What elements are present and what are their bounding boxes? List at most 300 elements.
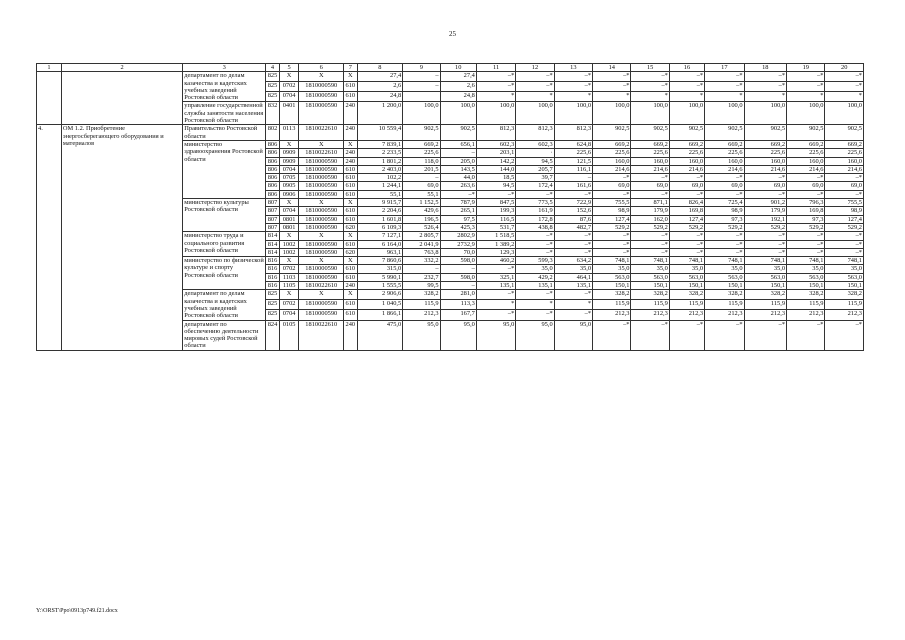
value-cell: 100,0 xyxy=(403,102,440,125)
value-cell: 563,0 xyxy=(669,273,704,281)
value-cell: 35,0 xyxy=(593,265,631,273)
value-cell: 1810000590 xyxy=(299,310,344,320)
header-cell: 8 xyxy=(357,64,403,72)
value-cell: 529,2 xyxy=(631,223,669,231)
value-cell: –* xyxy=(669,248,704,256)
value-cell: –* xyxy=(705,174,744,182)
value-cell: 825 xyxy=(266,300,279,310)
value-cell: 755,5 xyxy=(593,199,631,207)
value-cell: 100,0 xyxy=(825,102,864,125)
value-cell: –* xyxy=(593,72,631,82)
value-cell: 1810000590 xyxy=(299,102,344,125)
value-cell: 240 xyxy=(344,320,357,350)
value-cell: –* xyxy=(744,320,787,350)
value-cell: –* xyxy=(593,82,631,92)
value-cell: –* xyxy=(787,82,825,92)
value-cell: 121,5 xyxy=(554,157,592,165)
item-number-cell: 4. xyxy=(37,125,62,350)
value-cell: 1810000590 xyxy=(299,82,344,92)
header-cell: 5 xyxy=(279,64,299,72)
value-cell: 816 xyxy=(267,273,278,281)
value-cell: X xyxy=(299,290,344,300)
value-cell: 787,9 xyxy=(440,199,476,207)
value-cell: * xyxy=(516,300,554,310)
value-cell: 531,7 xyxy=(476,223,515,231)
value-cell: 1 389,2 xyxy=(476,240,515,248)
value-cell: 150,1 xyxy=(744,282,787,290)
value-cell: –* xyxy=(516,240,554,248)
value-cell: 95,0 xyxy=(476,320,515,350)
value-cell: 160,0 xyxy=(705,157,744,165)
value-cell: 529,2 xyxy=(705,223,744,231)
value-cell: · xyxy=(516,149,554,157)
header-cell: 3 xyxy=(183,64,266,72)
value-cell: 225,6 xyxy=(825,149,864,157)
value-cell: 0702 xyxy=(279,265,299,273)
value-cell: 429,6 xyxy=(403,207,440,215)
value-cell: 529,2 xyxy=(593,223,631,231)
value-cell: 748,1 xyxy=(705,257,744,265)
value-cell: –* xyxy=(669,72,704,82)
value-cell: 825 xyxy=(266,82,279,92)
value-cell: 2,6 xyxy=(440,82,476,92)
value-cell: 806 xyxy=(267,157,278,165)
value-cell: –* xyxy=(631,174,669,182)
value-cell: 460,2 xyxy=(476,257,515,265)
header-cell: 18 xyxy=(744,64,787,72)
value-cell: 212,3 xyxy=(744,310,787,320)
value-cell: 669,2 xyxy=(631,140,669,148)
value-cell: 152,6 xyxy=(554,207,592,215)
value-cell: 1810000590 xyxy=(299,300,344,310)
value-cell: –* xyxy=(631,232,669,240)
value-cell: 100,0 xyxy=(787,102,825,125)
value-cell: X xyxy=(344,290,357,300)
value-cell: 212,3 xyxy=(403,310,440,320)
value-cell: 669,2 xyxy=(825,140,864,148)
value-cell: 328,2 xyxy=(705,290,744,300)
value-cell: 328,2 xyxy=(744,290,787,300)
value-cell: X xyxy=(299,199,344,207)
page-number: 25 xyxy=(449,30,456,38)
value-cell: 2 233,5 xyxy=(357,149,403,157)
value-cell: 6 109,3 xyxy=(357,223,403,231)
value-cell: 55,1 xyxy=(357,190,403,198)
value-cell: 150,1 xyxy=(705,282,744,290)
value-cell: 116,5 xyxy=(476,215,515,223)
value-cell: X xyxy=(344,72,357,82)
header-cell: 14 xyxy=(593,64,631,72)
value-cell: 100,0 xyxy=(669,102,704,125)
value-cell: 529,2 xyxy=(669,223,704,231)
value-cell: 610 xyxy=(345,165,356,173)
value-cell: 6 164,0 xyxy=(357,240,403,248)
value-cell: 225,6 xyxy=(705,149,744,157)
value-cell: 328,2 xyxy=(787,290,825,300)
value-cell: 1810000590 xyxy=(299,157,344,165)
value-cell: 2 403,0 xyxy=(357,165,403,173)
value-cell: 35,0 xyxy=(669,265,704,273)
value-cell: 807 xyxy=(267,207,278,215)
value-cell: –* xyxy=(705,320,744,350)
value-cell: 214,6 xyxy=(705,165,744,173)
value-cell: –* xyxy=(787,232,825,240)
value-cell: 2 041,9 xyxy=(403,240,440,248)
value-cell: * xyxy=(476,92,515,102)
value-cell: –* xyxy=(744,72,787,82)
value-cell: –* xyxy=(669,240,704,248)
value-cell: –* xyxy=(440,190,476,198)
value-cell: – xyxy=(403,265,440,273)
value-cell: 160,0 xyxy=(825,157,864,165)
value-cell: 240 xyxy=(345,149,356,157)
value-cell: * xyxy=(631,92,669,102)
value-cell: 325,1 xyxy=(476,273,515,281)
value-cell: 634,2 xyxy=(554,257,592,265)
value-cell: –* xyxy=(593,174,631,182)
value-cell: 135,1 xyxy=(516,282,554,290)
value-cell: 118,0 xyxy=(403,157,440,165)
header-cell: 11 xyxy=(476,64,515,72)
value-cell: 214,6 xyxy=(631,165,669,173)
value-cell: 1002 xyxy=(279,248,299,256)
value-cell: 610 xyxy=(344,300,357,310)
value-cell: 902,5 xyxy=(440,125,476,141)
value-cell: X xyxy=(279,140,299,148)
value-cell: * xyxy=(554,300,592,310)
value-cell: 610 xyxy=(345,273,356,281)
value-cell: 2 805,7 xyxy=(403,232,440,240)
value-cell: 97,3 xyxy=(787,215,825,223)
value-cell: 225,6 xyxy=(593,149,631,157)
value-cell: 620 xyxy=(345,223,356,231)
value-cell: X xyxy=(279,290,299,300)
value-cell: 1 518,5 xyxy=(476,232,515,240)
value-cell: 69,0 xyxy=(744,182,787,190)
value-cell: 610 xyxy=(345,215,356,223)
value-cell: 669,2 xyxy=(705,140,744,148)
value-cell: 807 xyxy=(267,223,278,231)
value-cell: –* xyxy=(554,310,592,320)
value-cell: 100,0 xyxy=(516,102,554,125)
value-cell: 902,5 xyxy=(403,125,440,141)
value-cell: 27,4 xyxy=(440,72,476,82)
value-cell: 526,4 xyxy=(403,223,440,231)
value-cell: 598,0 xyxy=(440,273,476,281)
value-cell: 902,5 xyxy=(593,125,631,141)
value-cell: 902,5 xyxy=(705,125,744,141)
value-cell: 610 xyxy=(345,207,356,215)
value-cell: –* xyxy=(744,174,787,182)
value-cell: 240 xyxy=(344,102,357,125)
value-cell: 100,0 xyxy=(744,102,787,125)
value-cell: X xyxy=(299,72,344,82)
value-cell: 806 xyxy=(267,182,278,190)
value-cell: 192,1 xyxy=(744,215,787,223)
value-cell: 225,6 xyxy=(403,149,440,157)
value-cell: 160,0 xyxy=(669,157,704,165)
value-cell: 796,3 xyxy=(787,199,825,207)
value-cell: 0909 xyxy=(279,149,299,157)
value-cell: 69,0 xyxy=(787,182,825,190)
value-cell: 826,4 xyxy=(669,199,704,207)
value-cell: 1810000590 xyxy=(299,265,344,273)
value-cell: 172,4 xyxy=(516,182,554,190)
value-cell: –* xyxy=(825,248,864,256)
value-cell: –* xyxy=(631,72,669,82)
header-cell: 9 xyxy=(403,64,440,72)
value-cell: 1 555,5 xyxy=(357,282,403,290)
value-cell: 669,2 xyxy=(744,140,787,148)
value-cell: 482,7 xyxy=(554,223,592,231)
value-cell: 438,8 xyxy=(516,223,554,231)
value-cell: 529,2 xyxy=(787,223,825,231)
value-cell: 1810022610 xyxy=(299,320,344,350)
value-cell: 0702 xyxy=(279,300,299,310)
value-cell: 94,5 xyxy=(516,157,554,165)
value-cell: –* xyxy=(516,310,554,320)
value-cell: 35,0 xyxy=(554,265,592,273)
value-cell: 1810000590 xyxy=(299,190,344,198)
value-cell: 748,1 xyxy=(669,257,704,265)
value-cell: 225,6 xyxy=(744,149,787,157)
value-cell: 214,6 xyxy=(669,165,704,173)
value-cell: 1 152,5 xyxy=(403,199,440,207)
value-cell: 35,0 xyxy=(631,265,669,273)
value-cell: 69,0 xyxy=(593,182,631,190)
value-cell: –* xyxy=(631,320,669,350)
value-cell: –* xyxy=(787,320,825,350)
value-cell: 160,0 xyxy=(744,157,787,165)
value-cell: 825 xyxy=(266,92,279,102)
value-cell: 5 990,1 xyxy=(357,273,403,281)
value-cell: 1810000590 xyxy=(299,215,344,223)
executor-cell: управление государственной службы занятости населения Ростовской области xyxy=(183,102,266,125)
value-cell: 1810000590 xyxy=(299,207,344,215)
value-cell: 1810022610 xyxy=(299,125,344,141)
value-cell: 1002 xyxy=(279,240,299,248)
value-cell: 429,2 xyxy=(516,273,554,281)
value-cell: 232,7 xyxy=(403,273,440,281)
value-cell: 95,0 xyxy=(516,320,554,350)
value-cell: 70,0 xyxy=(440,248,476,256)
value-cell: –* xyxy=(825,72,864,82)
value-cell: 240 xyxy=(344,125,357,141)
value-cell: 610 xyxy=(344,92,357,102)
header-cell: 20 xyxy=(825,64,864,72)
value-cell: –* xyxy=(554,232,592,240)
value-cell: 610 xyxy=(345,174,356,182)
header-cell: 4 xyxy=(266,64,279,72)
value-cell: 162,0 xyxy=(631,215,669,223)
value-cell: 902,5 xyxy=(825,125,864,141)
value-cell: 0801 xyxy=(279,215,299,223)
value-cell: –* xyxy=(516,190,554,198)
value-cell: X xyxy=(279,72,299,82)
value-cell: –* xyxy=(476,310,515,320)
value-cell: X xyxy=(299,257,344,265)
value-cell: 610 xyxy=(345,240,356,248)
value-cell: 1105 xyxy=(279,282,299,290)
value-cell: 100,0 xyxy=(554,102,592,125)
value-cell: 179,9 xyxy=(744,207,787,215)
value-cell: 0704 xyxy=(279,207,299,215)
value-cell: 100,0 xyxy=(705,102,744,125)
value-cell: –* xyxy=(476,190,515,198)
value-cell: X xyxy=(279,232,299,240)
value-cell: –* xyxy=(825,82,864,92)
value-cell: 1810000590 xyxy=(299,92,344,102)
value-cell: 529,2 xyxy=(825,223,864,231)
value-cell: X xyxy=(344,232,357,240)
value-cell: * xyxy=(516,92,554,102)
value-cell: 610 xyxy=(344,310,357,320)
header-cell: 15 xyxy=(631,64,669,72)
value-cell: 656,1 xyxy=(440,140,476,148)
program-name-cell: ОМ 1.2. Приобретение энергосберегающего оборудования и материалов xyxy=(61,125,182,350)
value-cell: –* xyxy=(705,248,744,256)
value-cell: 871,1 xyxy=(631,199,669,207)
value-cell: 563,0 xyxy=(705,273,744,281)
value-cell: 748,1 xyxy=(787,257,825,265)
value-cell: 812,3 xyxy=(554,125,592,141)
value-cell: X xyxy=(279,257,299,265)
value-cell: 135,1 xyxy=(476,282,515,290)
value-cell: –* xyxy=(554,190,592,198)
value-cell: 27,4 xyxy=(357,72,403,82)
value-cell: 97,5 xyxy=(440,215,476,223)
executor-cell: министерство по физической культуре и спорту Ростовской области xyxy=(183,257,266,290)
value-cell: –* xyxy=(476,265,515,273)
value-cell: 98,9 xyxy=(825,207,864,215)
value-cell: 127,4 xyxy=(825,215,864,223)
value-cell: –* xyxy=(787,248,825,256)
value-cell: 205,7 xyxy=(516,165,554,173)
value-cell: 9 915,7 xyxy=(357,199,403,207)
value-cell: 1810000590 xyxy=(299,174,344,182)
value-cell: –* xyxy=(744,248,787,256)
value-cell: 94,5 xyxy=(476,182,515,190)
value-cell: 599,3 xyxy=(516,257,554,265)
value-cell: 69,0 xyxy=(403,182,440,190)
value-cell: –* xyxy=(631,190,669,198)
value-cell: 214,6 xyxy=(593,165,631,173)
value-cell: 1810000590 xyxy=(299,273,344,281)
value-cell: –* xyxy=(593,240,631,248)
value-cell: * xyxy=(744,92,787,102)
value-cell: 1 866,1 xyxy=(357,310,403,320)
value-cell: 806 xyxy=(267,174,278,182)
value-cell: 0702 xyxy=(279,82,299,92)
footer-file-path: Y:\ORST\Ppo\0913p749.f21.docx xyxy=(36,608,118,614)
value-cell: 113,3 xyxy=(440,300,476,310)
executor-cell: департамент по делам казачества и кадетских учебных заведений Ростовской области xyxy=(183,72,266,102)
value-cell: –* xyxy=(705,190,744,198)
value-cell: –* xyxy=(669,174,704,182)
value-cell: 142,2 xyxy=(476,157,515,165)
value-cell: 143,5 xyxy=(440,165,476,173)
value-cell: 902,5 xyxy=(787,125,825,141)
value-cell xyxy=(403,92,440,102)
value-cell: 214,6 xyxy=(825,165,864,173)
value-cell: 748,1 xyxy=(744,257,787,265)
value-cell: 1810000590 xyxy=(299,182,344,190)
value-cell: 69,0 xyxy=(705,182,744,190)
value-cell: –* xyxy=(825,232,864,240)
value-cell: 167,7 xyxy=(440,310,476,320)
value-cell: 1810000590 xyxy=(299,223,344,231)
value-cell: 1103 xyxy=(279,273,299,281)
value-cell: –* xyxy=(744,232,787,240)
value-cell: 212,3 xyxy=(631,310,669,320)
value-cell: –* xyxy=(787,72,825,82)
value-cell: 240 xyxy=(345,157,356,165)
value-cell: 807 xyxy=(267,215,278,223)
value-cell: 2802,9 xyxy=(440,232,476,240)
value-cell: 773,5 xyxy=(516,199,554,207)
value-cell: 225,6 xyxy=(631,149,669,157)
value-cell: – xyxy=(554,174,592,182)
value-cell: 598,0 xyxy=(440,257,476,265)
value-cell: – xyxy=(440,149,476,157)
value-cell: 669,2 xyxy=(787,140,825,148)
value-cell: 1810022610 xyxy=(299,282,344,290)
value-cell: 464,1 xyxy=(554,273,592,281)
value-cell: 212,3 xyxy=(669,310,704,320)
executor-cell: департамент по делам казачества и кадетских учебных заведений Ростовской области xyxy=(183,290,266,320)
value-cell: –* xyxy=(631,248,669,256)
value-cell: 225,6 xyxy=(669,149,704,157)
value-cell: X xyxy=(344,140,357,148)
value-cell: –* xyxy=(787,190,825,198)
value-cell: * xyxy=(554,92,592,102)
value-cell: 205,0 xyxy=(440,157,476,165)
value-cell: 115,9 xyxy=(669,300,704,310)
value-cell: 35,0 xyxy=(516,265,554,273)
value-cell: 69,0 xyxy=(669,182,704,190)
value-cell: –* xyxy=(787,240,825,248)
value-cell: –* xyxy=(705,232,744,240)
executor-cell: департамент по обеспечению деятельности мировых судей Ростовской области xyxy=(183,320,266,350)
header-cell: 2 xyxy=(61,64,182,72)
header-cell: 13 xyxy=(554,64,592,72)
value-cell: 669,2 xyxy=(669,140,704,148)
value-cell: 669,2 xyxy=(403,140,440,148)
value-cell: 203,1 xyxy=(476,149,515,157)
value-cell: – xyxy=(440,265,476,273)
value-cell: 1 801,2 xyxy=(357,157,403,165)
value-cell: 160,0 xyxy=(593,157,631,165)
value-cell: X xyxy=(279,199,299,207)
value-cell: 240 xyxy=(345,282,356,290)
value-cell: 902,5 xyxy=(744,125,787,141)
value-cell: * xyxy=(593,92,631,102)
value-cell: 18,5 xyxy=(476,174,515,182)
value-cell: – xyxy=(403,82,440,92)
value-cell: 281,0 xyxy=(440,290,476,300)
value-cell: 2,6 xyxy=(357,82,403,92)
value-cell: –* xyxy=(593,232,631,240)
value-cell: 127,4 xyxy=(593,215,631,223)
value-cell: 35,0 xyxy=(787,265,825,273)
value-cell: 0401 xyxy=(279,102,299,125)
value-cell: 722,9 xyxy=(554,199,592,207)
value-cell: 35,0 xyxy=(825,265,864,273)
value-cell: 624,8 xyxy=(554,140,592,148)
value-cell: 0105 xyxy=(279,320,299,350)
value-cell: 7 860,6 xyxy=(357,257,403,265)
value-cell: –* xyxy=(554,248,592,256)
